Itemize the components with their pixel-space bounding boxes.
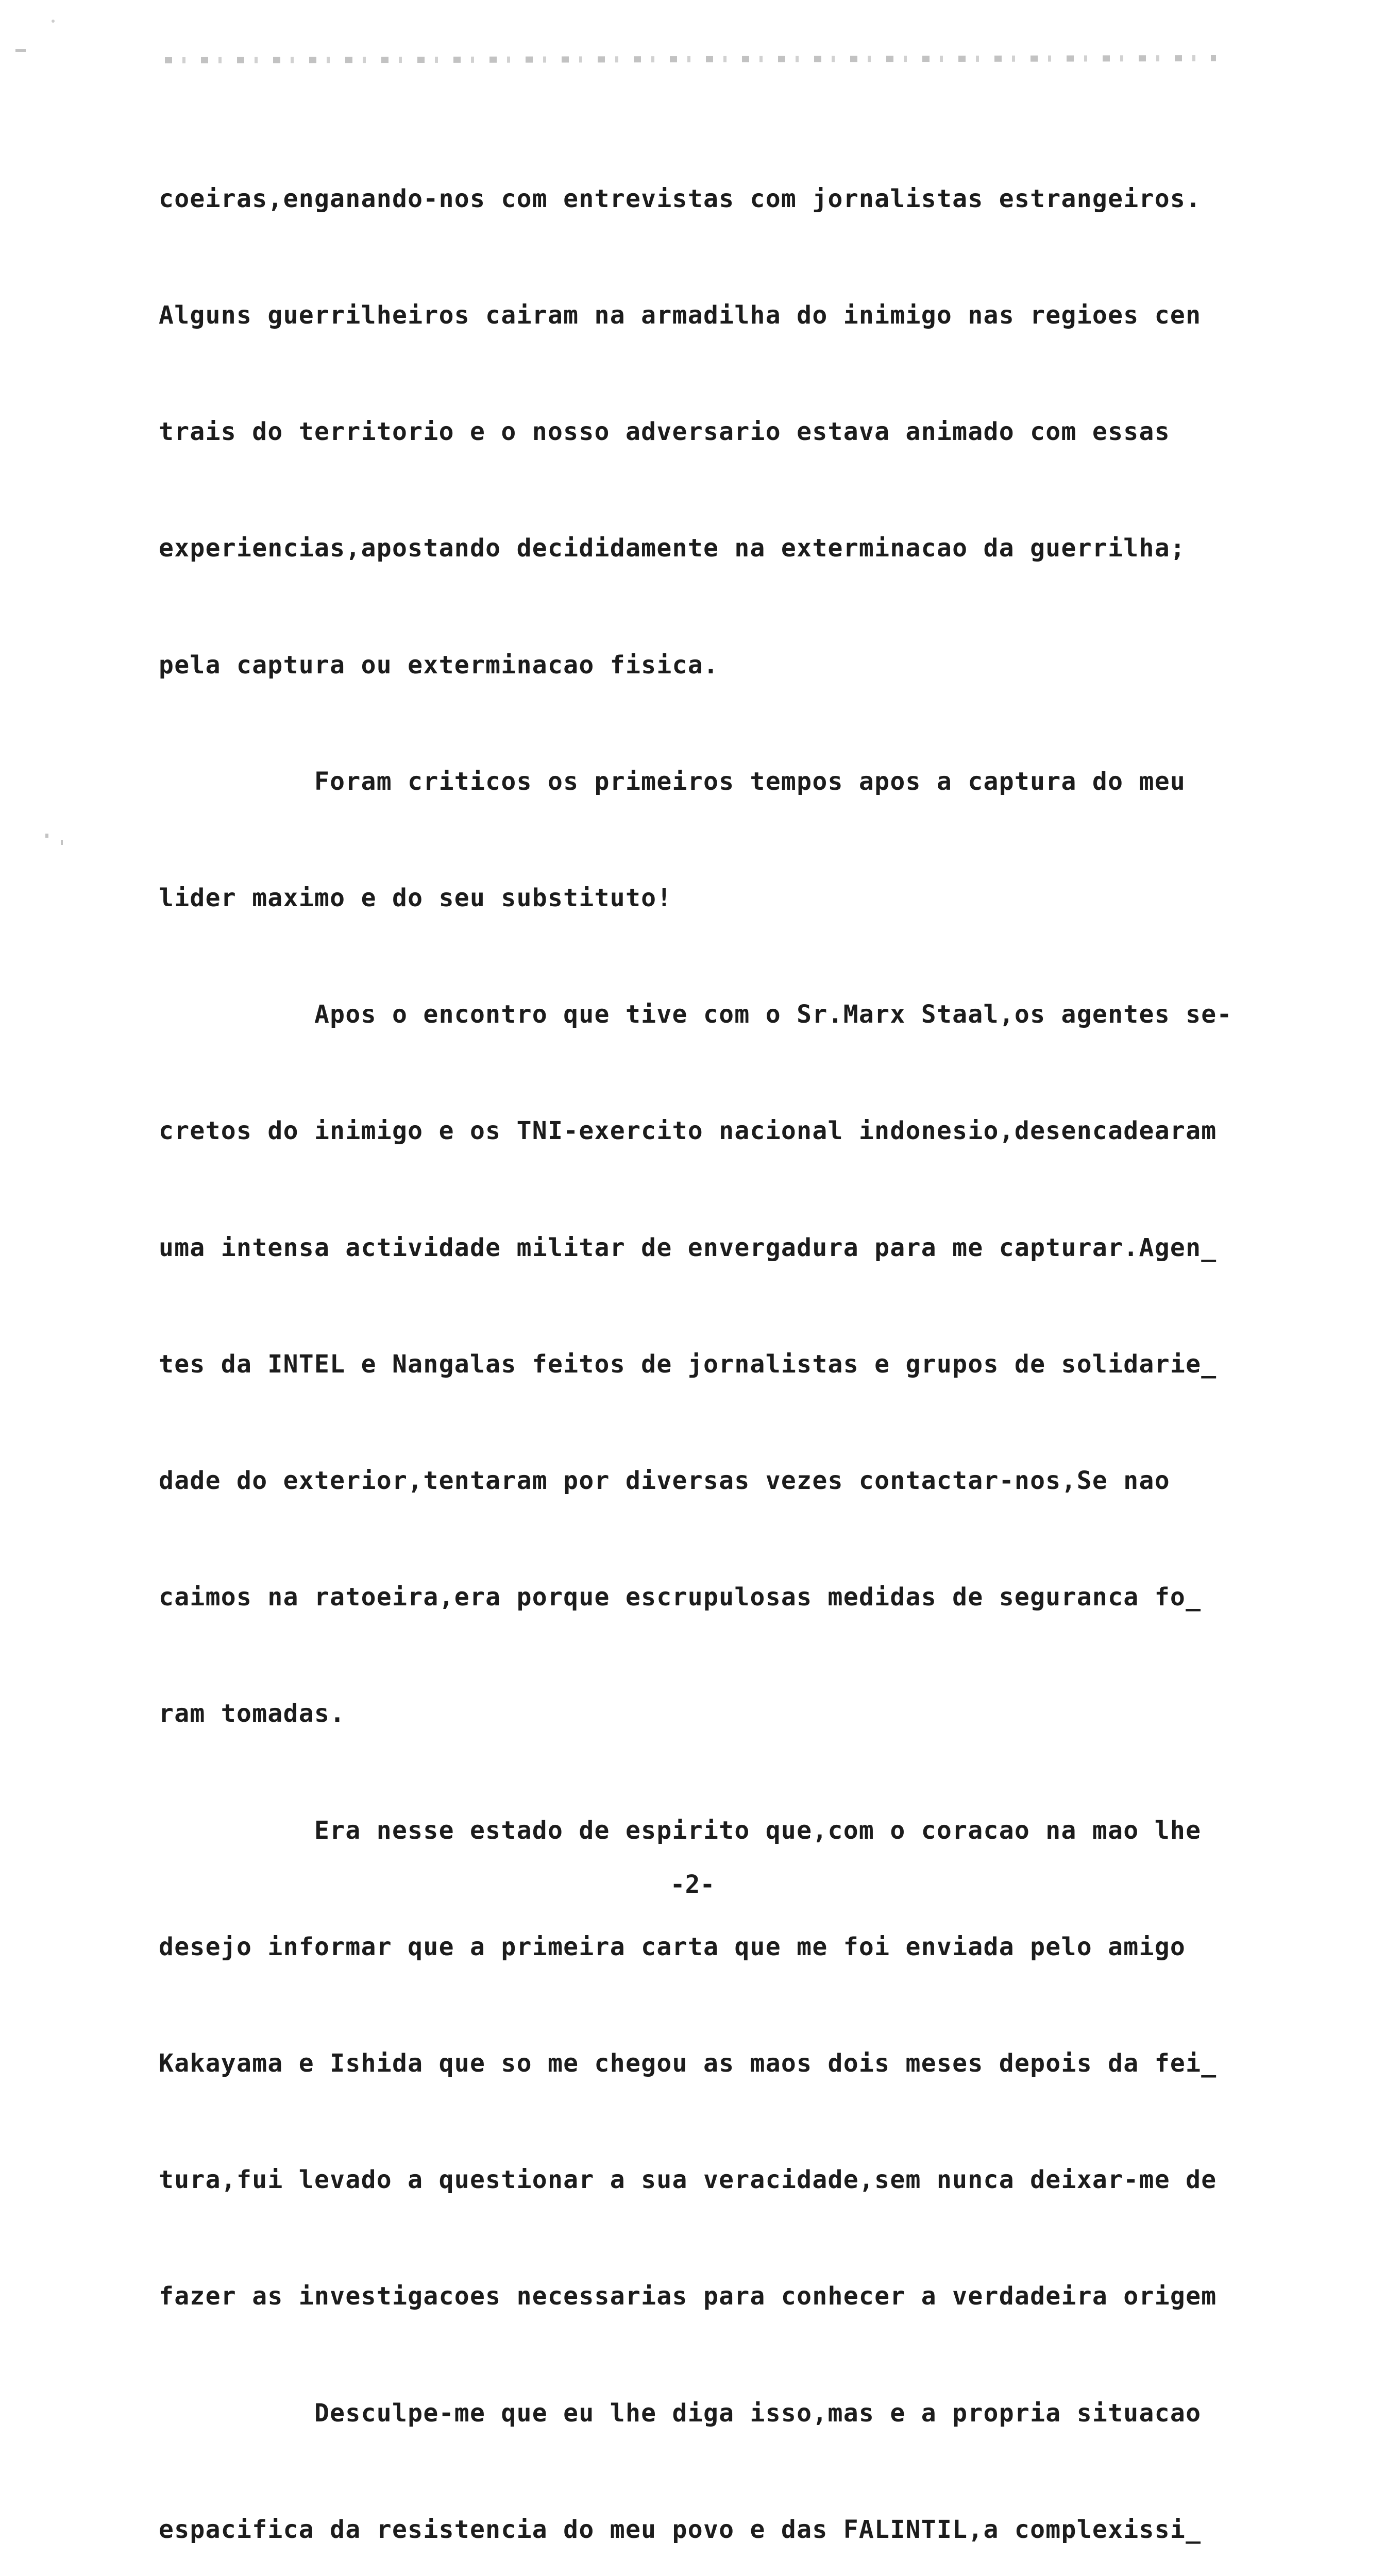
scan-artifact-left-mark [15, 49, 26, 52]
text-line: Alguns guerrilheiros cairam na armadilha do inimigo nas regioes cen [159, 301, 1202, 330]
text-line: tura,fui levado a questionar a sua veracidade,sem nunca deixar-me de [159, 2165, 1217, 2195]
text-line: desejo informar que a primeira carta que me foi enviada pelo amigo [159, 1932, 1186, 1961]
text-line: pela captura ou exterminacao fisica. [159, 650, 719, 680]
typewritten-body [159, 102, 1236, 2576]
text-line: dade do exterior,tentaram por diversas vezes contactar-nos,Se nao [159, 1466, 1170, 1496]
text-line: espacifica da resistencia do meu povo e das FALINTIL,a complexissi_ [159, 2515, 1202, 2544]
text-line: caimos na ratoeira,era porque escrupulosas medidas de seguranca fo_ [159, 1583, 1202, 1612]
text-line: cretos do inimigo e os TNI-exercito nacional indonesio,desencadearam [159, 1116, 1217, 1146]
text-line: Apos o encontro que tive com o Sr.Marx Staal,os agentes se- [159, 1000, 1232, 1029]
text-line: Desculpe-me que eu lhe diga isso,mas e a propria situacao [159, 2398, 1202, 2428]
scan-artifact-top-line [165, 49, 1216, 70]
scan-speck [52, 20, 55, 23]
text-line: uma intensa actividade militar de envergadura para me capturar.Agen_ [159, 1233, 1217, 1262]
text-line: Foram criticos os primeiros tempos apos a captura do meu [159, 767, 1186, 796]
page-number: -2- [670, 1870, 715, 1899]
text-line: coeiras,enganando-nos com entrevistas com jornalistas estrangeiros. [159, 184, 1202, 213]
scan-artifact-left-mark [45, 834, 48, 838]
text-line: experiencias,apostando decididamente na exterminacao da guerrilha; [159, 534, 1186, 563]
text-line: lider maximo e do seu substituto! [159, 884, 672, 913]
scan-artifact-left-mark [61, 840, 63, 845]
text-line: fazer as investigacoes necessarias para conhecer a verdadeira origem [159, 2282, 1217, 2311]
text-line: Kakayama e Ishida que so me chegou as maos dois meses depois da fei_ [159, 2049, 1217, 2078]
text-line: trais do territorio e o nosso adversario estava animado com essas [159, 417, 1170, 447]
text-line: Era nesse estado de espirito que,com o coracao na mao lhe [159, 1816, 1202, 1845]
text-line: ram tomadas. [159, 1699, 346, 1728]
text-line: tes da INTEL e Nangalas feitos de jornalistas e grupos de solidarie_ [159, 1349, 1217, 1379]
